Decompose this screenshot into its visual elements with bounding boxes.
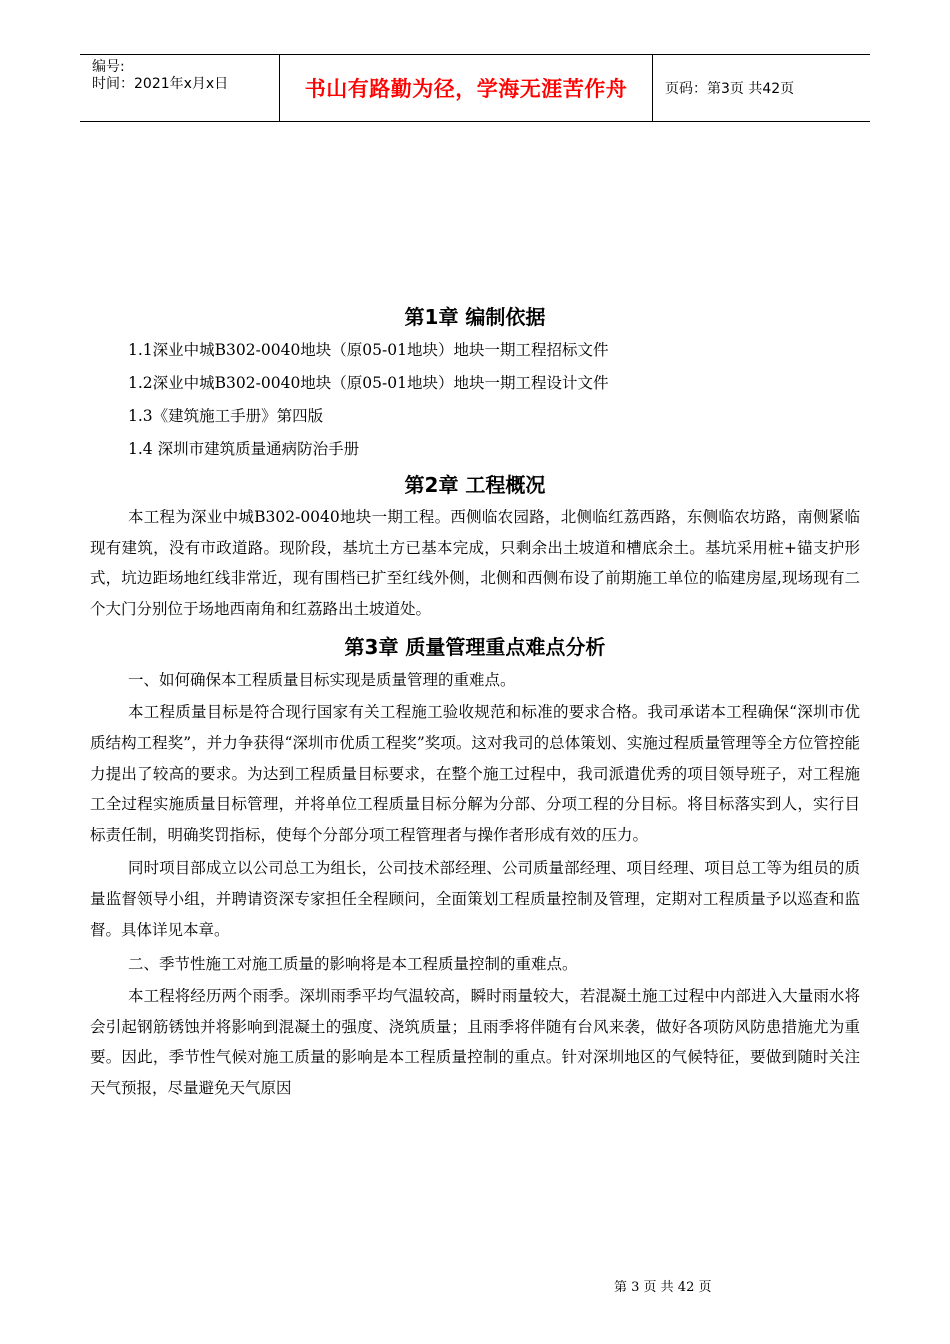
page-footer: 第 3 页 共 42 页 — [614, 1280, 712, 1295]
chapter-title: 第3章 质量管理重点难点分析 — [344, 635, 606, 660]
document-number-label: 编号: — [92, 59, 125, 75]
basis-item: 1.1深业中城B302-0040地块（原05-01地块）地块一期工程招标文件 — [128, 341, 609, 359]
header-page-info: 页码：第3页 共42页 — [665, 81, 795, 97]
header-motto: 书山有路勤为径，学海无涯苦作舟 — [304, 77, 628, 101]
document-body — [90, 300, 860, 1107]
header-motto-cell — [280, 55, 653, 121]
header-meta-cell — [80, 55, 280, 121]
chapter-title: 第2章 工程概况 — [404, 473, 546, 497]
header-page-cell — [653, 55, 870, 121]
page-header — [80, 54, 870, 122]
document-time-label: 时间：2021年x月x日 — [92, 76, 229, 92]
section-heading: 二、季节性施工对施工质量的影响将是本工程质量控制的重难点。 — [128, 955, 578, 974]
chapter-title: 第1章 编制依据 — [404, 305, 546, 329]
body-paragraph: 本工程质量目标是符合现行国家有关工程施工验收规范和标准的要求合格。我司承诺本工程确保“深圳市优质结构工程奖”，并力争获得“深圳市优质工程奖”奖项。这对我司的总体策划、实施过程质量管理等全方位管控能力提出了较高的要求。为达到工程质量目标要求，在整个施工过程中，我司派遣优秀的项目领导班子，对工程施工全过程实施质量目标管理，并将单位工程质量目标分解为分部、分项工程的分目标。将目标落实到人，实行目标责任制，明确奖罚指标，使每个分部分项工程管理者与操作者形成有效的压力。 — [90, 703, 860, 844]
project-overview-paragraph: 本工程为深业中城B302-0040地块一期工程。西侧临农园路，北侧临红荔西路，东侧临农坊路，南侧紧临现有建筑，没有市政道路。现阶段，基坑土方已基本完成，只剩余出土坡道和槽底余土。基坑采用桩+锚支护形式，坑边距场地红线非常近，现有围档已扩至红线外侧，北侧和西侧布设了前期施工单位的临建房屋,现场现有二个大门分别位于场地西南角和红荔路出土坡道处。 — [90, 508, 860, 618]
basis-item: 1.4 深圳市建筑质量通病防治手册 — [128, 440, 360, 458]
body-paragraph: 本工程将经历两个雨季。深圳雨季平均气温较高，瞬时雨量较大，若混凝土施工过程中内部进入大量雨水将会引起钢筋锈蚀并将影响到混凝土的强度、浇筑质量；且雨季将伴随有台风来袭，做好各项防风防患措施尤为重要。因此，季节性气候对施工质量的影响是本工程质量控制的重点。针对深圳地区的气候特征，要做到随时关注天气预报，尽量避免天气原因 — [90, 987, 860, 1097]
basis-item: 1.3《建筑施工手册》第四版 — [128, 407, 324, 425]
section-heading: 一、如何确保本工程质量目标实现是质量管理的重难点。 — [128, 671, 516, 690]
body-paragraph: 同时项目部成立以公司总工为组长，公司技术部经理、公司质量部经理、项目经理、项目总工等为组员的质量监督领导小组，并聘请资深专家担任全程顾问，全面策划工程质量控制及管理，定期对工程质量予以巡查和监督。具体详见本章。 — [90, 859, 860, 939]
basis-item: 1.2深业中城B302-0040地块（原05-01地块）地块一期工程设计文件 — [128, 374, 609, 392]
